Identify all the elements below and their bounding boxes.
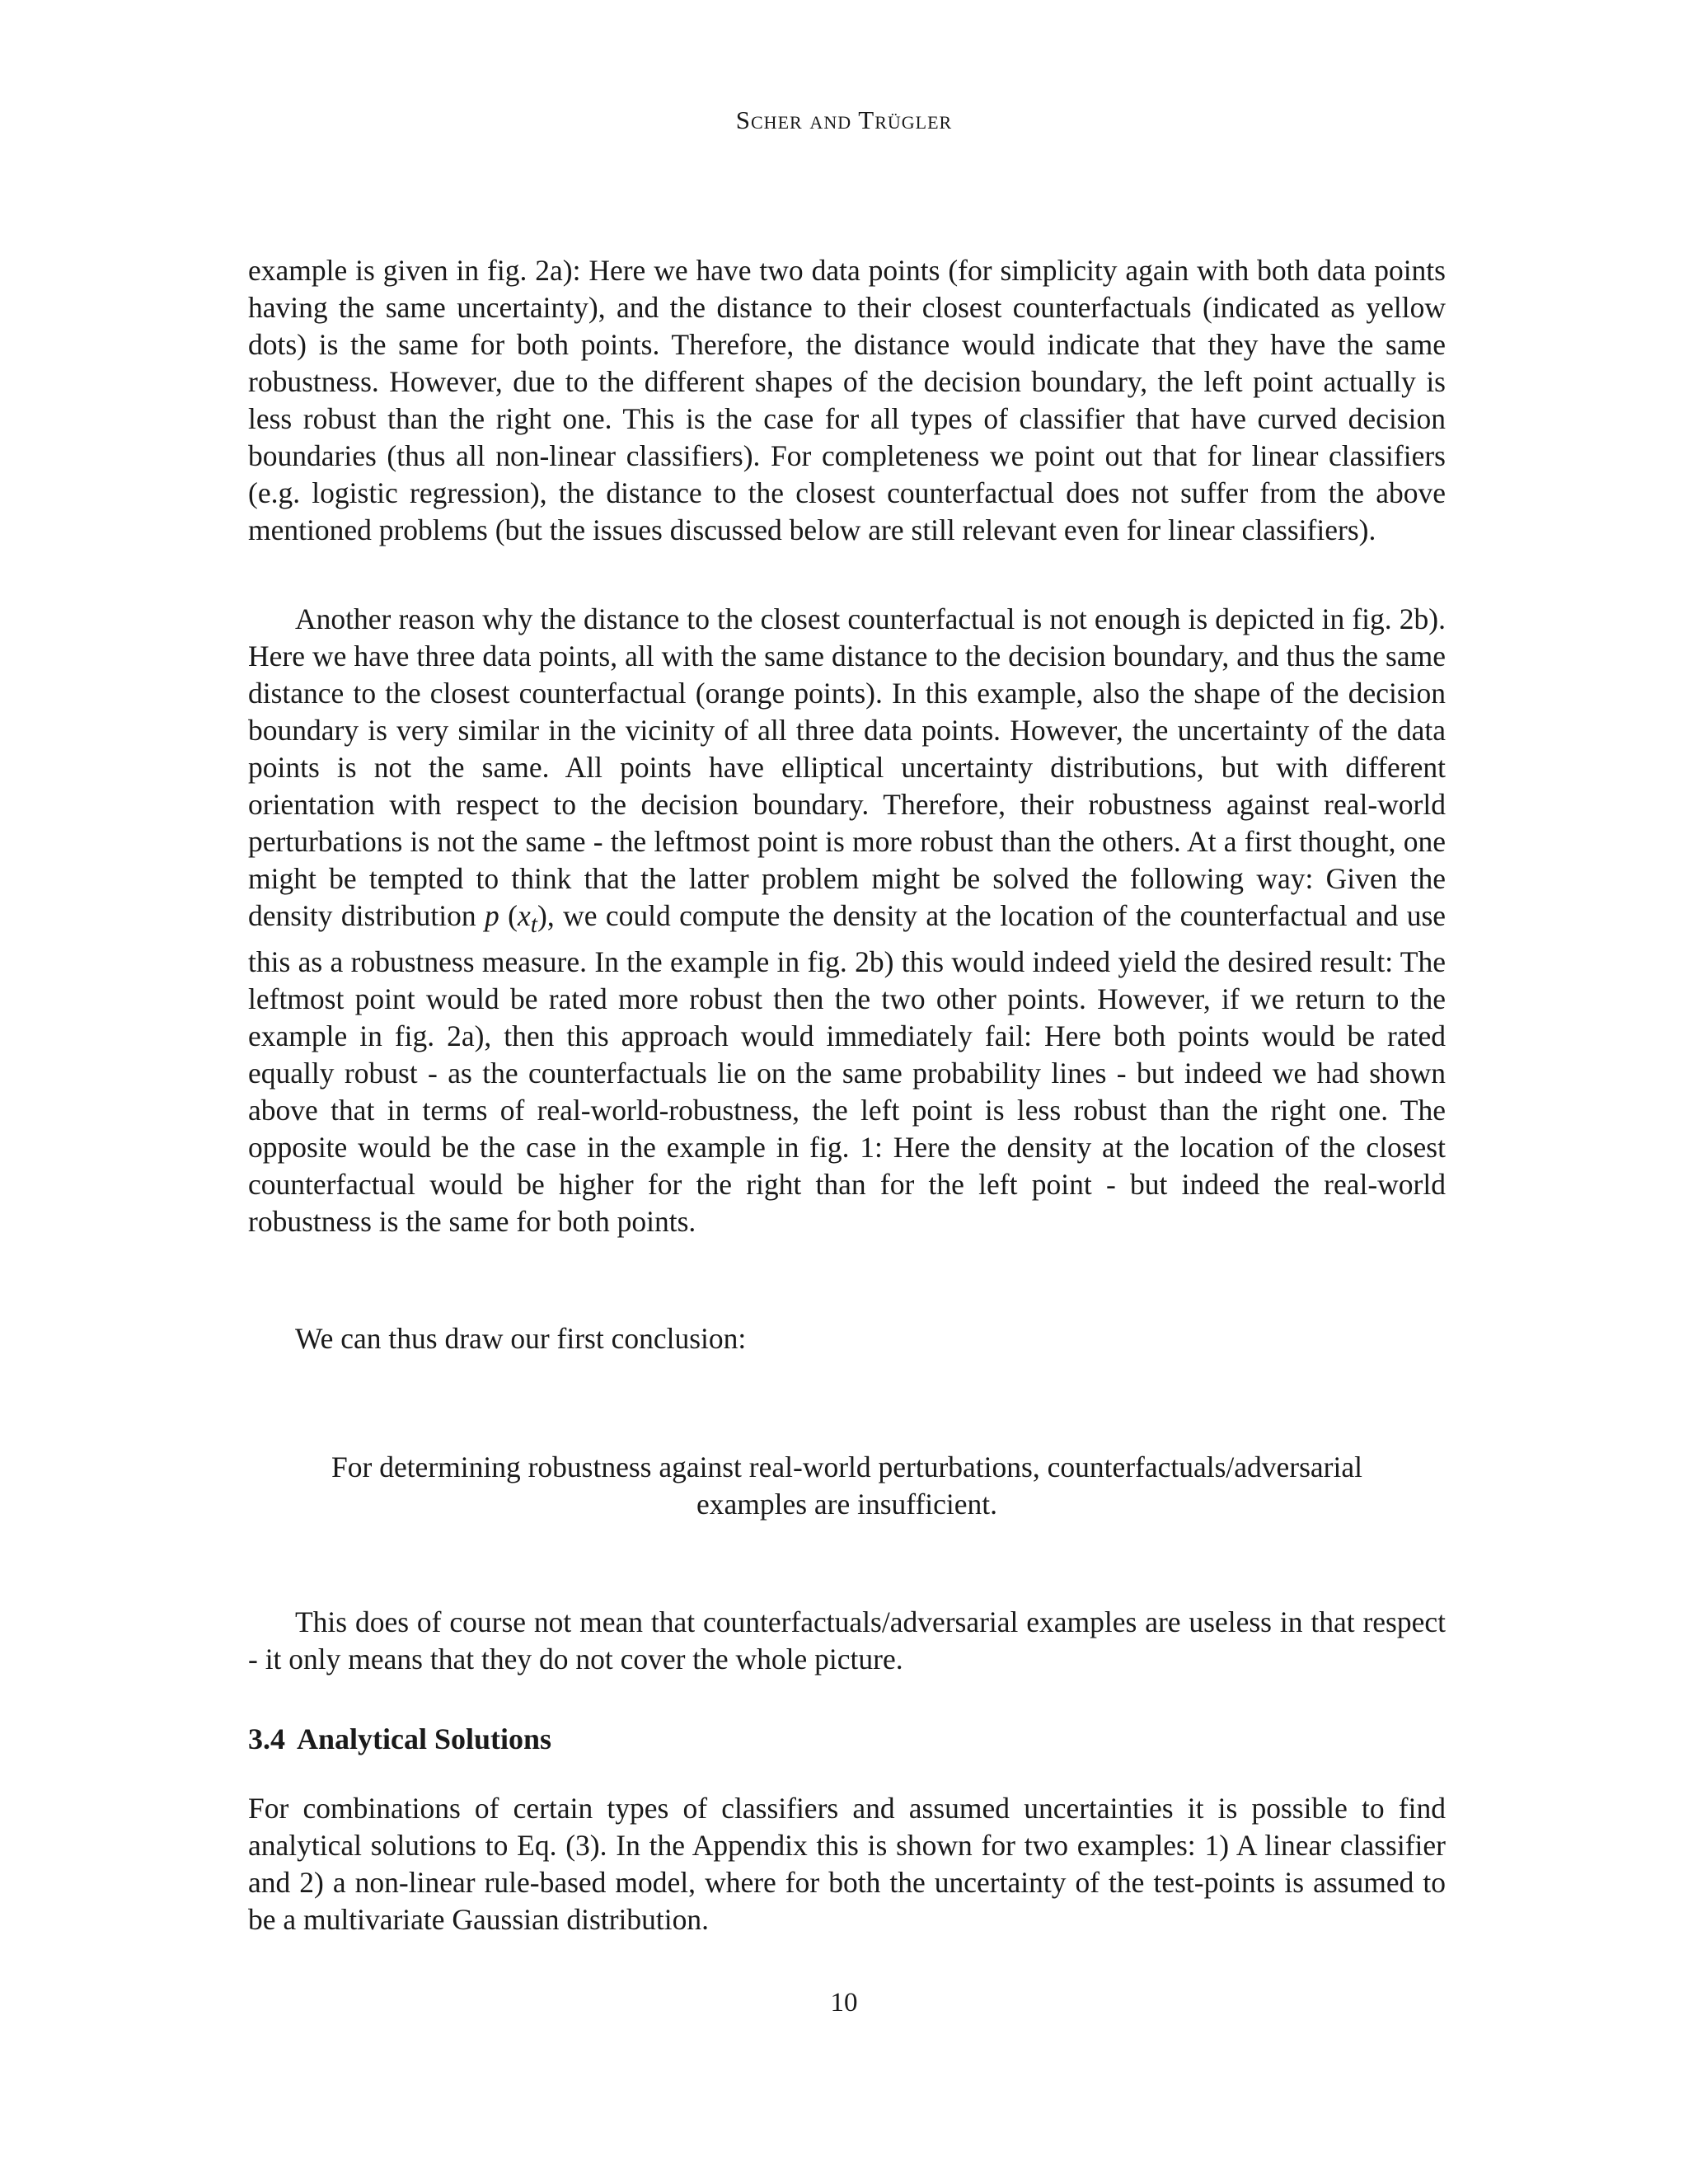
paragraph-4-text: This does of course not mean that counterfactuals/adversarial examples are useless in that respect - it only means that they do not cover the whole picture. [248,1605,1446,1675]
paragraph-5 [248,1790,1446,1938]
paragraph-2-part-2: , we could compute the density at the location of the counterfactual and use this as a robustness measure. In the example in fig. 2b) this would indeed yield the desired result: The leftmost point would be rated more robust then the two other points. However, if we return to the example in fig. 2a), then this approach would immediately fail: Here both points would be rated equally robust - as the counterfactuals lie on the same probability lines - but indeed we had shown above that in terms of real-world-robustness, the left point is less robust than the right one. The opposite would be the case in the example in fig. 1: Here the density at the location of the closest counterfactual would be higher for the right than for the left point - but indeed the real-world robustness is the same for both points. [248,899,1447,1239]
section-heading [248,1721,1446,1758]
paragraph-2-part-1: Another reason why the distance to the closest counterfactual is not enough is depicted in fig. 2b). Here we have three data points, all with the same distance to the decision boundary, and thus the same distance to the closest counterfactual (orange points). In this example, also the shape of the decision boundary is very similar in the vicinity of all three data points. However, the uncertainty of the data points is not the same. All points have elliptical uncertainty distributions, but with different orientation with respect to the decision boundary. Therefore, their robustness against real-world perturbations is not the same - the leftmost point is more robust than the others. At a first thought, one might be tempted to think that the latter problem might be solved the following way: Given the density distribution [248,602,1446,932]
conclusion-line-2: examples are insufficient. [696,1488,998,1521]
paragraph-3-text: We can thus draw our first conclusion: [295,1322,747,1355]
math-subscript-t: t [530,912,537,939]
paragraph-2 [248,601,1446,1240]
paragraph-3 [248,1320,1446,1357]
paragraph-2-text [248,601,1446,1240]
page-number: 10 [830,1988,858,2018]
paragraph-5-text: For combinations of certain types of classifiers and assumed uncertainties it is possible to find analytical solutions to Eq. (3). In the Appendix this is shown for two examples: 1) A linear classifier and 2) a non-linear rule-based model, where for both the uncertainty of the test-points is assumed to be a multivariate Gaussian distribution. [248,1792,1446,1936]
section-title: Analytical Solutions [297,1722,552,1755]
section-number: 3.4 [248,1722,285,1755]
math-open-paren: ( [499,899,518,932]
running-head: Scher and Trügler [735,105,953,134]
math-x: x [518,899,531,932]
paragraph-4 [248,1604,1446,1678]
conclusion-line-1: For determining robustness against real-world perturbations, counterfactuals/adversarial [331,1451,1362,1483]
math-close-paren: ) [537,899,547,932]
conclusion-statement [248,1449,1446,1523]
math-p: p [485,899,499,932]
paragraph-1-text: example is given in fig. 2a): Here we have two data points (for simplicity again with both data points having the same uncertainty), and the distance to their closest counterfactuals (indicated as yellow dots) is the same for both points. Therefore, the distance would indicate that they have the same robustness. However, due to the different shapes of the decision boundary, the left point actually is less robust than the right one. This is the case for all types of classifier that have curved decision boundaries (thus all non-linear classifiers). For completeness we point out that for linear classifiers (e.g. logistic regression), the distance to the closest counterfactual does not suffer from the above mentioned problems (but the issues discussed below are still relevant even for linear classifiers). [248,254,1446,546]
paragraph-1 [248,252,1446,549]
